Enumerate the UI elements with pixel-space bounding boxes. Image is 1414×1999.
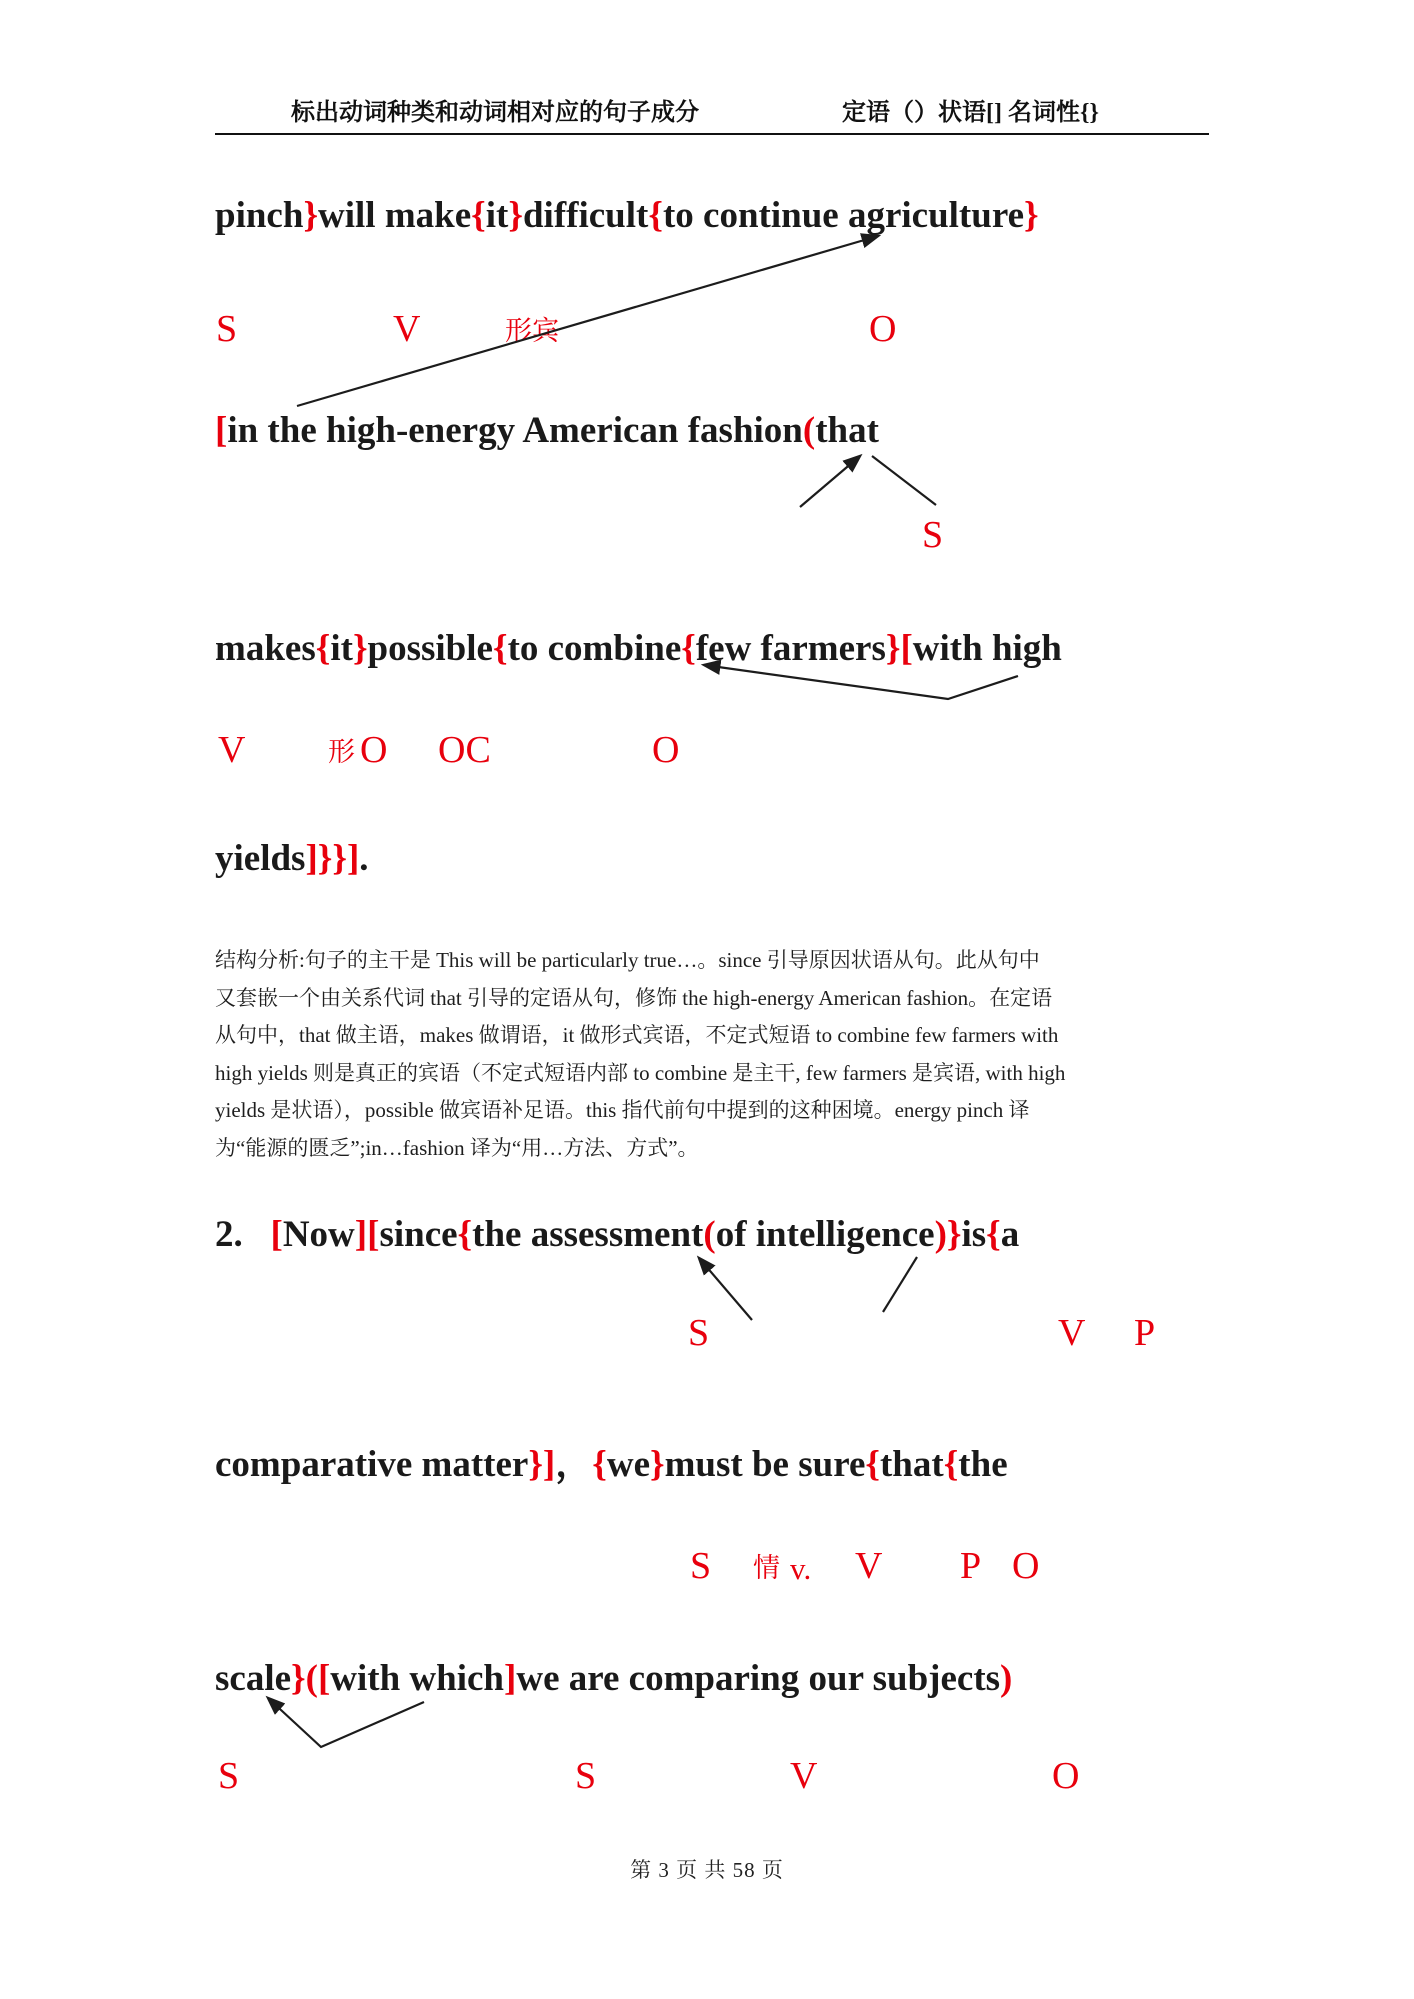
sentence-text: makes [215,628,316,669]
bracket-marker: } [303,195,319,236]
bracket-marker: { [943,1444,959,1485]
bracket-marker: [ [215,410,228,451]
sentence-text: to combine [507,628,682,669]
sentence-text: it [330,628,353,669]
bracket-marker: ( [703,1214,716,1255]
sentence-text: a [1000,1214,1020,1255]
grammar-label: O [652,729,680,771]
sentence-text: few farmers [695,628,886,669]
grammar-label-row [0,723,1414,769]
sentence-text: will make [318,195,472,236]
sentence-text: we are comparing our subjects [516,1658,1001,1699]
analysis-line: 又套嵌一个由关系代词 that 引导的定语从句，修饰 the high-energy American fashion。在定语 [215,985,1053,1010]
bracket-marker: } [528,1444,543,1485]
bracket-marker: ) [934,1214,947,1255]
sentence-text: with high [912,628,1062,669]
sentence-text: with which [330,1658,505,1699]
grammar-label: S [218,1755,240,1797]
bracket-marker: [ [270,1214,283,1255]
grammar-label: O [360,729,388,771]
sentence-text: it [485,195,509,236]
bracket-marker: ( [305,1658,318,1699]
grammar-label: V [1058,1312,1086,1354]
grammar-label: V [790,1755,818,1797]
sentence-text: the assessment [472,1214,704,1255]
bracket-marker: ) [1000,1658,1013,1699]
header-rule [215,133,1209,135]
bracket-marker: { [315,628,331,669]
sentence-text: is [961,1214,987,1255]
analysis-line: 结构分析:句子的主干是 This will be particularly true…。since 引导原因状语从句。此从句中 [215,948,1040,972]
bracket-marker: ] [354,1214,368,1255]
bracket-marker: { [592,1444,607,1485]
sentence-line [215,408,879,454]
header-instruction-text: 标出动词种类和动词相对应的句子成分 [291,100,699,126]
grammar-label: V [393,308,421,350]
bracket-marker: { [457,1214,473,1255]
grammar-label: O [1012,1545,1040,1587]
sentence-text: in the high-energy American fashion [227,410,803,451]
grammar-label: 情 [753,1553,780,1583]
sentence-text: 2. [215,1214,271,1255]
sentence-text: ， [555,1444,593,1485]
bracket-marker: { [471,195,486,236]
analysis-line: high yields 则是真正的宾语（不定式短语内部 to combine 是主干, few farmers 是宾语, with high [215,1060,1066,1085]
sentence-line [215,1212,1019,1258]
page-number: 第 3 页 共 58 页 [630,1858,784,1882]
grammar-label: P [1134,1312,1156,1354]
bracket-marker: ] [542,1444,556,1485]
bracket-marker: { [492,628,508,669]
bracket-marker: { [681,628,696,669]
sentence-text: the [958,1444,1008,1485]
grammar-label: O [1052,1755,1080,1797]
sentence-text: that [879,1444,944,1485]
sentence-line [215,836,369,882]
bracket-marker: { [865,1444,880,1485]
sentence-line [215,193,1039,239]
bracket-marker: { [986,1214,1001,1255]
sentence-line [215,1442,1008,1488]
bracket-marker: } [885,628,901,669]
sentence-text: Now [282,1214,355,1255]
grammar-label: S [688,1312,710,1354]
grammar-label: O [869,308,897,350]
bracket-marker: } [291,1658,306,1699]
sentence-text: that [815,410,879,451]
grammar-label-row [0,1539,1414,1585]
grammar-label: S [575,1755,597,1797]
sentence-text: of intelligence [715,1214,935,1255]
bracket-marker: ] [504,1658,517,1699]
sentence-line [215,626,1062,672]
sentence-text: since [379,1214,458,1255]
sentence-text: difficult [522,195,649,236]
sentence-text: yields [215,838,306,879]
bracket-marker: [ [317,1658,331,1699]
bracket-marker: ]}}] [305,838,360,879]
arrow-line [268,1698,424,1747]
sentence-text: comparative matter [215,1444,529,1485]
grammar-label: V [218,729,246,771]
grammar-label: S [922,514,944,556]
grammar-label: S [690,1545,712,1587]
bracket-marker: } [946,1214,962,1255]
grammar-label-row [0,302,1414,348]
arrow-line [883,1257,917,1312]
bracket-marker: { [648,195,663,236]
sentence-text: possible [367,628,493,669]
sentence-text: scale [215,1658,292,1699]
analysis-line: 从句中，that 做主语，makes 做谓语，it 做形式宾语，不定式短语 to combine few farmers with [215,1023,1059,1047]
grammar-label: V [855,1545,883,1587]
grammar-label: OC [438,729,491,771]
sentence-text: must be sure [664,1444,866,1485]
grammar-label-row [0,508,1414,554]
bracket-marker: } [1024,195,1039,236]
sentence-text: . [359,838,369,879]
grammar-label: 形 [328,737,355,767]
grammar-label: v. [790,1551,812,1586]
analysis-line: 为“能源的匮乏”;in…fashion 译为“用…方法、方式”。 [215,1135,699,1160]
bracket-marker: } [650,1444,665,1485]
bracket-marker: [ [367,1214,380,1255]
grammar-label-row [0,1749,1414,1795]
bracket-marker: [ [900,628,913,669]
arrow-line [872,456,936,505]
bracket-marker: } [352,628,368,669]
grammar-label: 形宾 [505,316,559,346]
bracket-marker: } [508,195,523,236]
analysis-line: yields 是状语），possible 做宾语补足语。this 指代前句中提到的这种困境。energy pinch 译 [215,1098,1030,1122]
grammar-label: P [960,1545,982,1587]
grammar-label: S [216,308,238,350]
analysis-paragraph [215,942,1065,1167]
header-legend-text: 定语（）状语[] 名词性{} [842,100,1099,126]
grammar-label-row [0,1306,1414,1352]
sentence-text: we [606,1444,650,1485]
sentence-text: pinch [215,195,304,236]
bracket-marker: ( [802,410,816,451]
sentence-text: to continue agriculture [662,195,1025,236]
arrow-line [800,456,860,507]
sentence-line [215,1656,1012,1702]
